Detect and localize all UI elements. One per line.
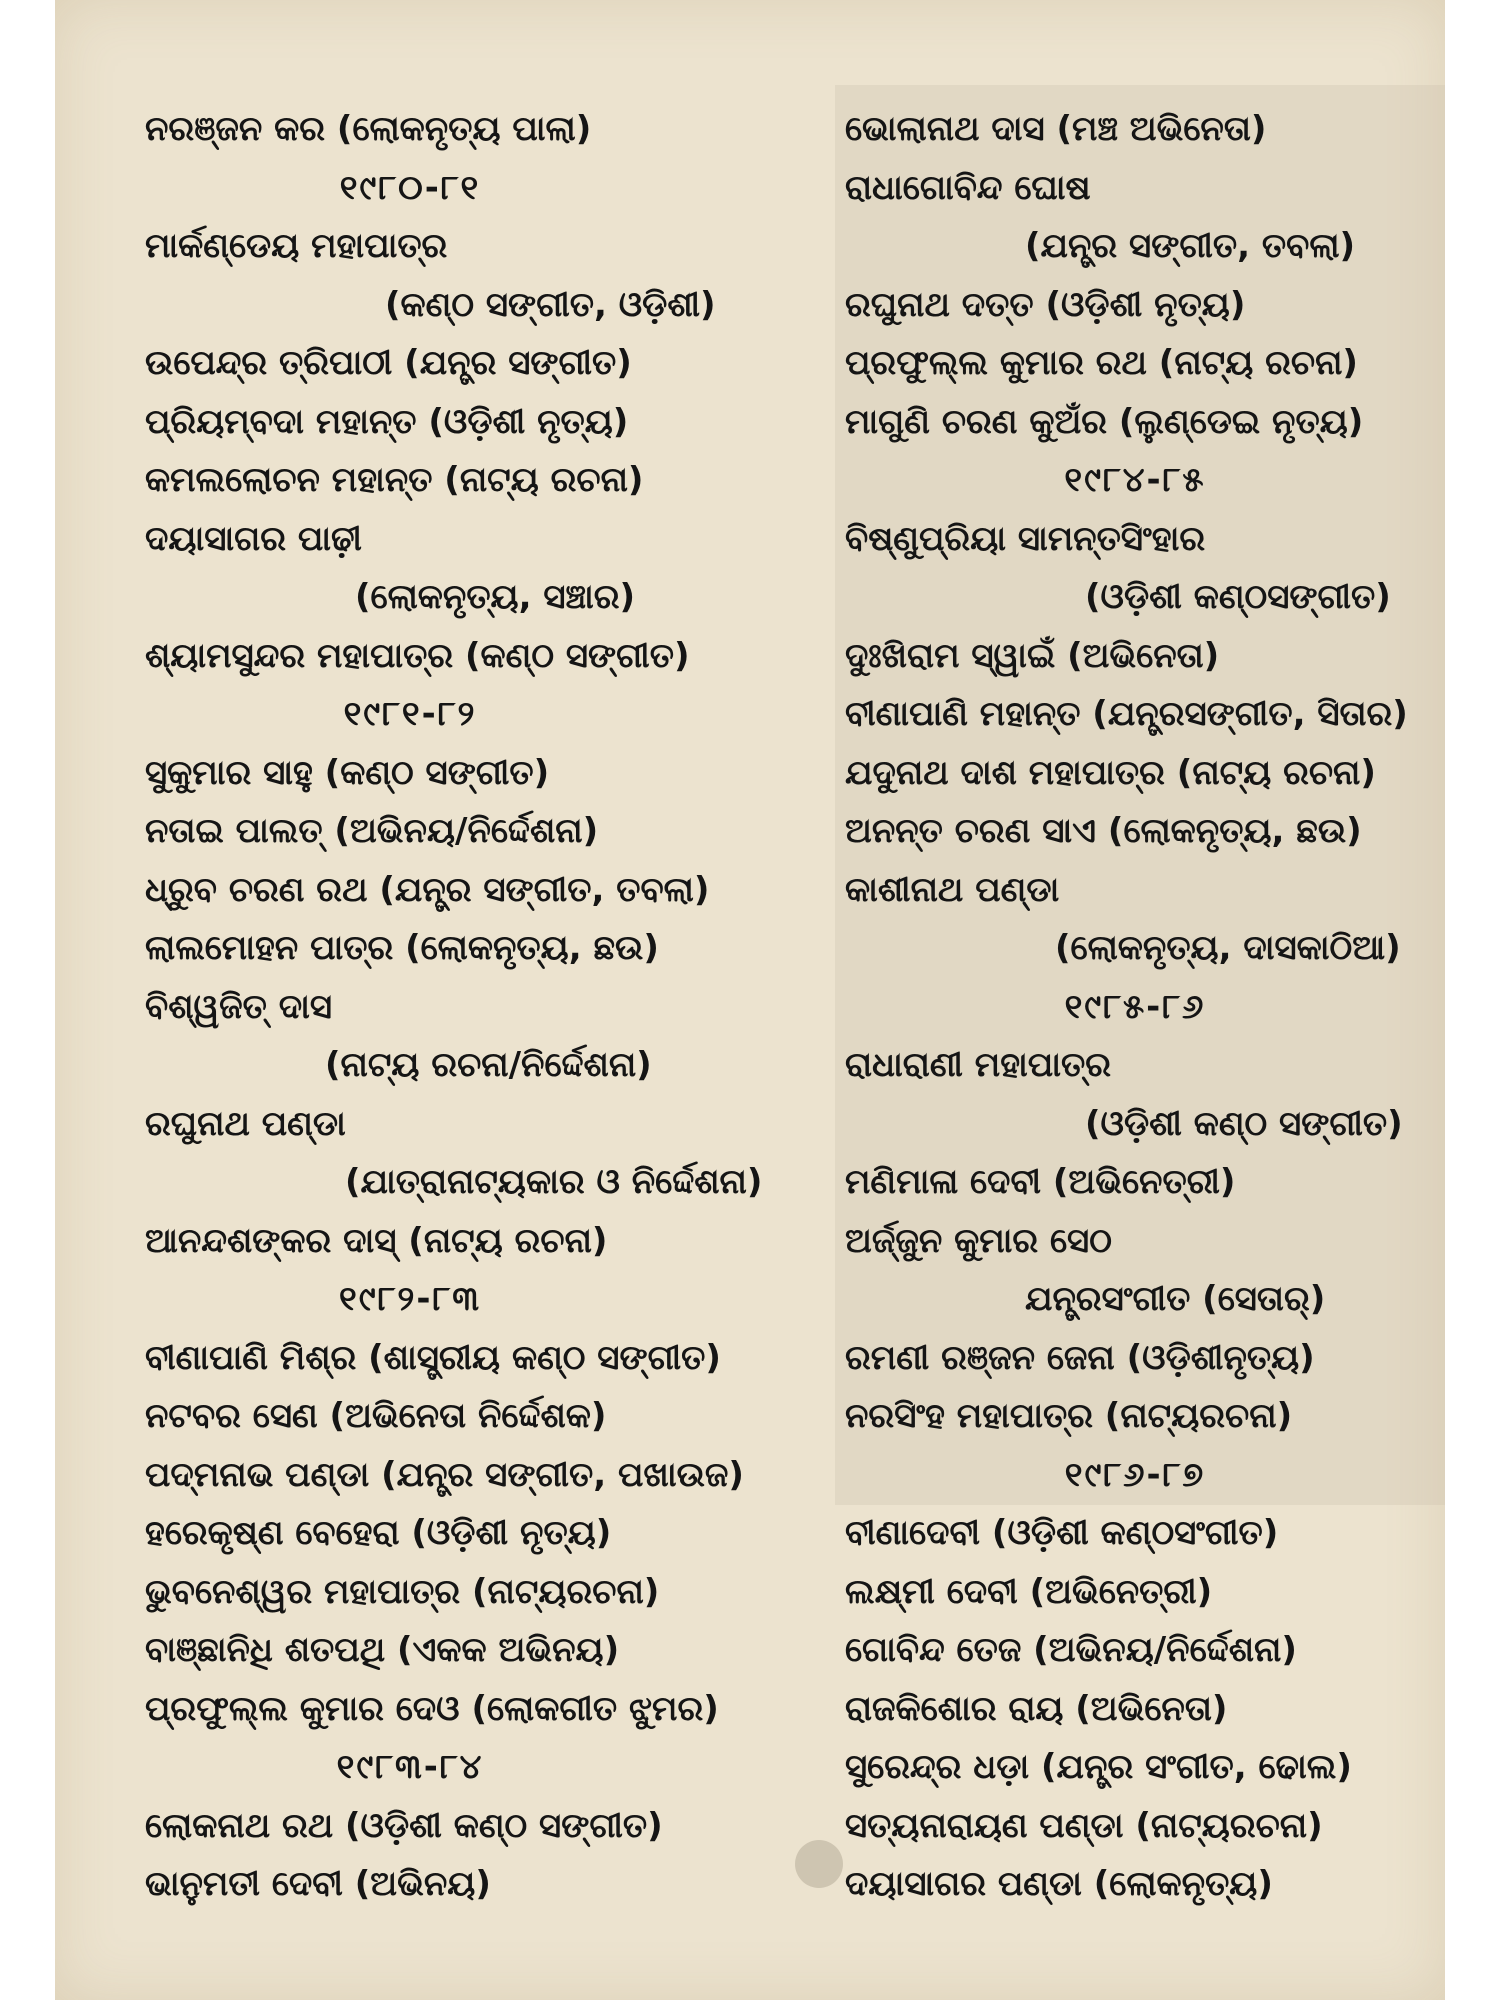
list-item-continuation: (ନାଟ୍ୟ ରଚନା/ନିର୍ଦ୍ଦେଶନା) [325,1045,652,1085]
list-item: ଦୟାସାଗର ପଣ୍ଡା (ଲୋକନୃତ୍ୟ) [845,1864,1273,1904]
list-item: ରାଜକିଶୋର ରାୟ (ଅଭିନେତା) [845,1688,1228,1729]
list-item-continuation: (ଯାତ୍ରାନାଟ୍ୟକାର ଓ ନିର୍ଦ୍ଦେଶନା) [345,1162,763,1202]
right-column [845,110,1445,1924]
list-item: ଶ୍ୟାମସୁନ୍ଦର ମହାପାତ୍ର (କଣ୍ଠ ସଙ୍ଗୀତ) [145,635,690,676]
list-item: ବିଷ୍ଣୁପ୍ରିୟା ସାମନ୍ତସିଂହାର [845,518,1206,559]
list-item: ରାଧାରାଣୀ ମହାପାତ୍ର [845,1045,1111,1085]
list-item: ଗୋବିନ୍ଦ ତେଜ (ଅଭିନୟ/ନିର୍ଦ୍ଦେଶନା) [845,1630,1297,1670]
list-item: ଲୋକନାଥ ରଥ (ଓଡ଼ିଶୀ କଣ୍ଠ ସଙ୍ଗୀତ) [145,1805,663,1846]
list-item: ଭୋଲାନାଥ ଦାସ (ମଞ୍ଚ ଅଭିନେତା) [845,109,1267,149]
list-item-continuation: (କଣ୍ଠ ସଙ୍ଗୀତ, ଓଡ଼ିଶୀ) [385,284,716,325]
list-item: ନଟବର ସେଣ (ଅଭିନେତା ନିର୍ଦ୍ଦେଶକ) [145,1396,607,1436]
paper-spot [795,1840,843,1888]
list-item-continuation: (ଓଡ଼ିଶୀ କଣ୍ଠସଙ୍ଗୀତ) [1085,577,1391,617]
left-column [145,110,795,1924]
list-item: ପ୍ରଫୁଲ୍ଲ କୁମାର ଦେଓ (ଲୋକଗୀତ ଝୁମର) [145,1688,719,1729]
year-heading: ୧୯୮୪-୮୫ [1064,460,1206,500]
year-heading: ୧୯୮୨-୮୩ [339,1279,481,1319]
list-item: ରମଣୀ ରଞ୍ଜନ ଜେନା (ଓଡ଼ିଶୀନୃତ୍ୟ) [845,1337,1315,1378]
list-item: ପଦ୍ମନାଭ ପଣ୍ଡା (ଯନ୍ତ୍ର ସଙ୍ଗୀତ, ପଖାଉଜ) [145,1454,744,1495]
list-item: ସୁକୁମାର ସାହୁ (କଣ୍ଠ ସଙ୍ଗୀତ) [145,752,550,793]
list-item: ସତ୍ୟନାରାୟଣ ପଣ୍ଡା (ନାଟ୍ୟରଚନା) [845,1805,1323,1846]
list-item: ହରେକୃଷ୍ଣ ବେହେରା (ଓଡ଼ିଶୀ ନୃତ୍ୟ) [145,1513,612,1553]
list-item: ଭୁବନେଶ୍ୱର ମହାପାତ୍ର (ନାଟ୍ୟରଚନା) [145,1571,660,1612]
list-item: ମାର୍କଣ୍ଡେୟ ମହାପାତ୍ର [145,226,448,266]
list-item: ଆନନ୍ଦଶଙ୍କର ଦାସ୍ (ନାଟ୍ୟ ରଚନା) [145,1220,608,1261]
list-item: ଉପେନ୍ଦ୍ର ତ୍ରିପାଠୀ (ଯନ୍ତ୍ର ସଙ୍ଗୀତ) [145,343,632,383]
list-item: ପ୍ରଫୁଲ୍ଲ କୁମାର ରଥ (ନାଟ୍ୟ ରଚନା) [845,343,1358,383]
list-item: କମଲଲୋଚନ ମହାନ୍ତ (ନାଟ୍ୟ ରଚନା) [145,460,644,500]
list-item-continuation: (ଲୋକନୃତ୍ୟ, ଦାସକାଠିଆ) [1055,928,1401,968]
year-heading: ୧୯୮୫-୮୬ [1064,986,1206,1027]
list-item-continuation: (ଓଡ଼ିଶୀ କଣ୍ଠ ସଙ୍ଗୀତ) [1085,1103,1403,1144]
list-item: ବୀଣାପାଣି ମିଶ୍ର (ଶାସ୍ତ୍ରୀୟ କଣ୍ଠ ସଙ୍ଗୀତ) [145,1337,721,1378]
list-item: ବୀଣାଦେବୀ (ଓଡ଼ିଶୀ କଣ୍ଠସଂଗୀତ) [845,1513,1279,1553]
list-item: ଅର୍ଜ୍ଜୁନ କୁମାର ସେଠ [845,1220,1112,1261]
list-item: ଲାଲମୋହନ ପାତ୍ର (ଲୋକନୃତ୍ୟ, ଛଉ) [145,928,659,968]
list-item-continuation: ଯନ୍ତ୍ରସଂଗୀତ (ସେତାର୍) [1025,1279,1326,1319]
list-item: କାଶୀନାଥ ପଣ୍ଡା [845,869,1060,910]
list-item: ଦୟାସାଗର ପାଢ଼ୀ [145,518,362,559]
list-item: ନତାଇ ପାଲତ୍ (ଅଭିନୟ/ନିର୍ଦ୍ଦେଶନା) [145,811,599,851]
list-item: ଧ୍ରୁବ ଚରଣ ରଥ (ଯନ୍ତ୍ର ସଙ୍ଗୀତ, ତବଲା) [145,869,710,910]
list-item: ବାଞ୍ଛାନିଧି ଶତପଥି (ଏକକ ଅଭିନୟ) [145,1630,620,1670]
list-item: ନରସିଂହ ମହାପାତ୍ର (ନାଟ୍ୟରଚନା) [845,1396,1293,1436]
list-item: ଭାନୁମତୀ ଦେବୀ (ଅଭିନୟ) [145,1864,491,1904]
list-item: ବୀଣାପାଣି ମହାନ୍ତ (ଯନ୍ତ୍ରସଙ୍ଗୀତ, ସିତାର) [845,694,1408,734]
list-item: ଦୁଃଖିରାମ ସ୍ୱାଇଁ (ଅଭିନେତା) [845,635,1220,676]
list-item: ରଘୁନାଥ ଦତ୍ତ (ଓଡ଼ିଶୀ ନୃତ୍ୟ) [845,284,1246,325]
list-item: ନରଞ୍ଜନ କର (ଲୋକନୃତ୍ୟ ପାଲା) [145,109,592,149]
document-page [55,0,1445,2000]
list-item: ରାଧାଗୋବିନ୍ଦ ଘୋଷ [845,167,1091,208]
year-heading: ୧୯୮୦-୮୧ [339,167,481,208]
list-item: ଯଦୁନାଥ ଦାଶ ମହାପାତ୍ର (ନାଟ୍ୟ ରଚନା) [845,752,1376,793]
year-heading: ୧୯୮୧-୮୨ [343,694,477,734]
list-item: ସୁରେନ୍ଦ୍ର ଧଡ଼ା (ଯନ୍ତ୍ର ସଂଗୀତ, ଢୋଲ) [845,1747,1352,1787]
list-item-continuation: (ଯନ୍ତ୍ର ସଙ୍ଗୀତ, ତବଲା) [1025,226,1356,266]
year-heading: ୧୯୮୬-୮୭ [1064,1454,1206,1495]
list-item: ଅନନ୍ତ ଚରଣ ସାଏ (ଲୋକନୃତ୍ୟ, ଛଉ) [845,811,1362,851]
list-item: ବିଶ୍ୱଜିତ୍ ଦାସ [145,986,333,1027]
list-item: ପ୍ରିୟମ୍ବଦା ମହାନ୍ତ (ଓଡ଼ିଶୀ ନୃତ୍ୟ) [145,401,629,442]
list-item: ରଘୁନାଥ ପଣ୍ଡା [145,1103,346,1144]
list-item: ମଣିମାଳା ଦେବୀ (ଅଭିନେତ୍ରୀ) [845,1162,1236,1202]
list-item: ଲକ୍ଷ୍ମୀ ଦେବୀ (ଅଭିନେତ୍ରୀ) [845,1571,1213,1612]
year-heading: ୧୯୮୩-୮୪ [336,1747,484,1787]
list-item-continuation: (ଲୋକନୃତ୍ୟ, ସଞ୍ଚାର) [355,577,636,617]
list-item: ମାଗୁଣି ଚରଣ କୁଅଁର (ଲୁଣ୍ଡେଇ ନୃତ୍ୟ) [845,401,1364,442]
